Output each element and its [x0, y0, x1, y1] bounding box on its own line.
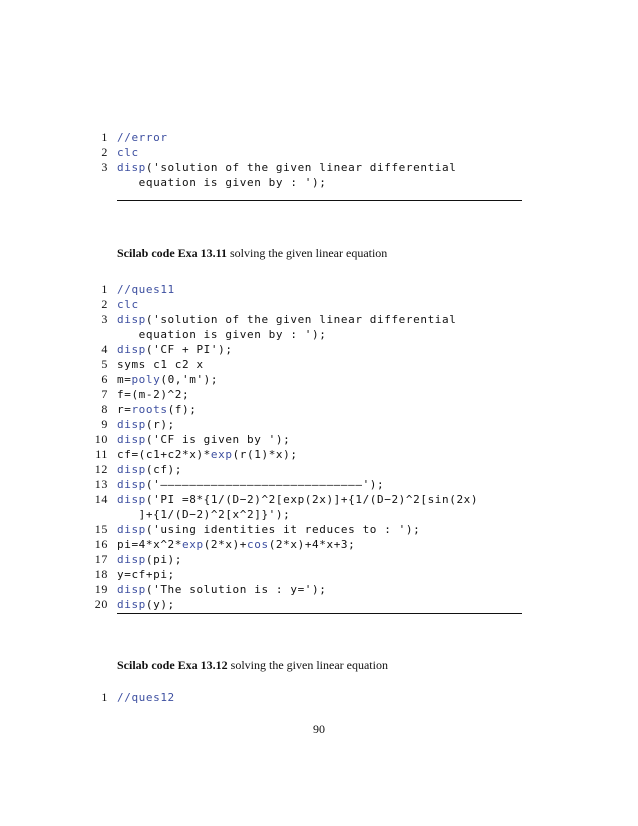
code-token: (0,'m');: [160, 373, 219, 386]
caption-text: solving the given linear equation: [230, 246, 388, 260]
code-line: [0, 160, 638, 175]
code-text: [117, 507, 290, 522]
code-token: equation is given by : ');: [117, 176, 327, 189]
code-line: [0, 312, 638, 327]
code-keyword: disp: [117, 161, 146, 174]
code-text: [117, 447, 298, 462]
code-keyword: disp: [117, 583, 146, 596]
code-keyword: disp: [117, 313, 146, 326]
code-text: [117, 297, 139, 312]
code-keyword: disp: [117, 418, 146, 431]
code-text: [117, 690, 175, 705]
code-line: [0, 582, 638, 597]
code-text: [117, 522, 420, 537]
line-number: 19: [94, 582, 108, 596]
code-token: m=: [117, 373, 132, 386]
code-keyword: cos: [247, 538, 269, 551]
example-caption: [117, 658, 388, 673]
code-line: [0, 690, 638, 705]
line-number: 11: [95, 447, 108, 461]
line-number: 16: [94, 537, 108, 551]
code-text: [117, 477, 384, 492]
page-number: 90: [313, 722, 325, 736]
code-text: [117, 312, 456, 327]
code-text: [117, 282, 175, 297]
line-number: 9: [101, 417, 108, 431]
code-text: [117, 537, 355, 552]
code-line: [0, 492, 638, 507]
code-text: [117, 175, 326, 190]
code-line: [0, 552, 638, 567]
code-keyword: disp: [117, 523, 146, 536]
code-keyword: roots: [131, 403, 168, 416]
code-text: [117, 462, 182, 477]
code-token: ('solution of the given linear differential: [145, 161, 457, 174]
code-line: [0, 342, 638, 357]
code-keyword: disp: [117, 343, 146, 356]
code-token: ('————————————————————————————');: [145, 478, 385, 491]
line-number: 1: [101, 690, 108, 704]
code-line: [0, 372, 638, 387]
code-token: (r);: [145, 418, 175, 431]
code-keyword: poly: [131, 373, 161, 386]
line-number: 8: [101, 402, 108, 416]
code-comment: //ques12: [117, 691, 175, 704]
code-line: [0, 447, 638, 462]
code-text: [117, 492, 478, 507]
code-text: [117, 145, 139, 160]
code-text: [117, 567, 175, 582]
code-line: [0, 522, 638, 537]
code-keyword: disp: [117, 598, 146, 611]
code-line: [0, 417, 638, 432]
code-line: [0, 387, 638, 402]
code-token: ('solution of the given linear differential: [145, 313, 457, 326]
code-text: [117, 357, 204, 372]
caption-label: Scilab code Exa 13.11: [117, 246, 228, 260]
caption-text: solving the given linear equation: [230, 658, 388, 672]
code-keyword: exp: [182, 538, 204, 551]
code-token: (2*x)+4*x+3;: [268, 538, 356, 551]
code-line: [0, 462, 638, 477]
code-text: [117, 327, 326, 342]
line-number: 10: [94, 432, 108, 446]
code-text: [117, 372, 218, 387]
code-keyword: disp: [117, 553, 146, 566]
code-text: [117, 552, 182, 567]
line-number: 1: [101, 130, 108, 144]
line-number: 18: [94, 567, 108, 581]
code-keyword: disp: [117, 433, 146, 446]
code-token: ('The solution is : y=');: [145, 583, 327, 596]
line-number: 1: [101, 282, 108, 296]
line-number: 5: [101, 357, 108, 371]
code-line: [0, 357, 638, 372]
code-comment: //ques11: [117, 283, 175, 296]
line-number: 14: [94, 492, 108, 506]
line-number: 3: [101, 160, 108, 174]
code-line: [0, 567, 638, 582]
code-text: [117, 387, 189, 402]
code-line: [0, 282, 638, 297]
code-line: [0, 432, 638, 447]
code-text: [117, 582, 326, 597]
code-token: (pi);: [145, 553, 183, 566]
line-number: 13: [94, 477, 108, 491]
code-token: r=: [117, 403, 132, 416]
code-text: [117, 402, 196, 417]
code-text: [117, 342, 233, 357]
code-token: cf=(c1+c2*x)*: [117, 448, 211, 461]
code-text: [117, 160, 456, 175]
code-token: ('using identities it reduces to : ');: [145, 523, 421, 536]
code-token: (2*x)+: [203, 538, 248, 551]
code-block-divider: [117, 200, 522, 201]
code-text: [117, 130, 168, 145]
code-line: [0, 130, 638, 145]
code-token: (r(1)*x);: [232, 448, 298, 461]
code-line: [0, 597, 638, 612]
code-token: ('CF is given by ');: [145, 433, 291, 446]
code-text: [117, 417, 175, 432]
code-line: [0, 477, 638, 492]
code-keyword: exp: [210, 448, 233, 461]
code-token: (cf);: [145, 463, 183, 476]
code-line: [0, 145, 638, 160]
line-number: 3: [101, 312, 108, 326]
code-comment: //error: [117, 131, 168, 144]
code-line: [0, 507, 638, 522]
code-keyword: clc: [117, 146, 139, 159]
code-block-divider: [117, 613, 522, 614]
code-token: pi=4*x^2*: [117, 538, 183, 551]
line-number: 17: [94, 552, 108, 566]
line-number: 6: [101, 372, 108, 386]
code-token: ]+{1/(D−2)^2[x^2]}');: [117, 508, 291, 521]
code-token: (y);: [145, 598, 175, 611]
code-line: [0, 327, 638, 342]
line-number: 2: [101, 145, 108, 159]
code-keyword: disp: [117, 463, 146, 476]
code-token: ('PI =8*{1/(D−2)^2[exp(2x)]+{1/(D−2)^2[sin(2x): [145, 493, 479, 506]
caption-label: Scilab code Exa 13.12: [117, 658, 228, 672]
code-line: [0, 175, 638, 190]
line-number: 4: [101, 342, 108, 356]
code-text: [117, 597, 175, 612]
line-number: 20: [94, 597, 108, 611]
code-keyword: disp: [117, 493, 146, 506]
code-line: [0, 537, 638, 552]
code-keyword: disp: [117, 478, 146, 491]
code-keyword: clc: [117, 298, 139, 311]
line-number: 2: [101, 297, 108, 311]
example-caption: [117, 246, 387, 261]
code-line: [0, 297, 638, 312]
line-number: 15: [94, 522, 108, 536]
code-token: f=(m-2)^2;: [117, 388, 190, 401]
code-token: equation is given by : ');: [117, 328, 327, 341]
code-token: syms c1 c2 x: [117, 358, 204, 371]
line-number: 12: [94, 462, 108, 476]
code-line: [0, 402, 638, 417]
line-number: 7: [101, 387, 108, 401]
code-token: y=cf+pi;: [117, 568, 175, 581]
code-token: ('CF + PI');: [145, 343, 233, 356]
code-text: [117, 432, 290, 447]
code-token: (f);: [167, 403, 197, 416]
